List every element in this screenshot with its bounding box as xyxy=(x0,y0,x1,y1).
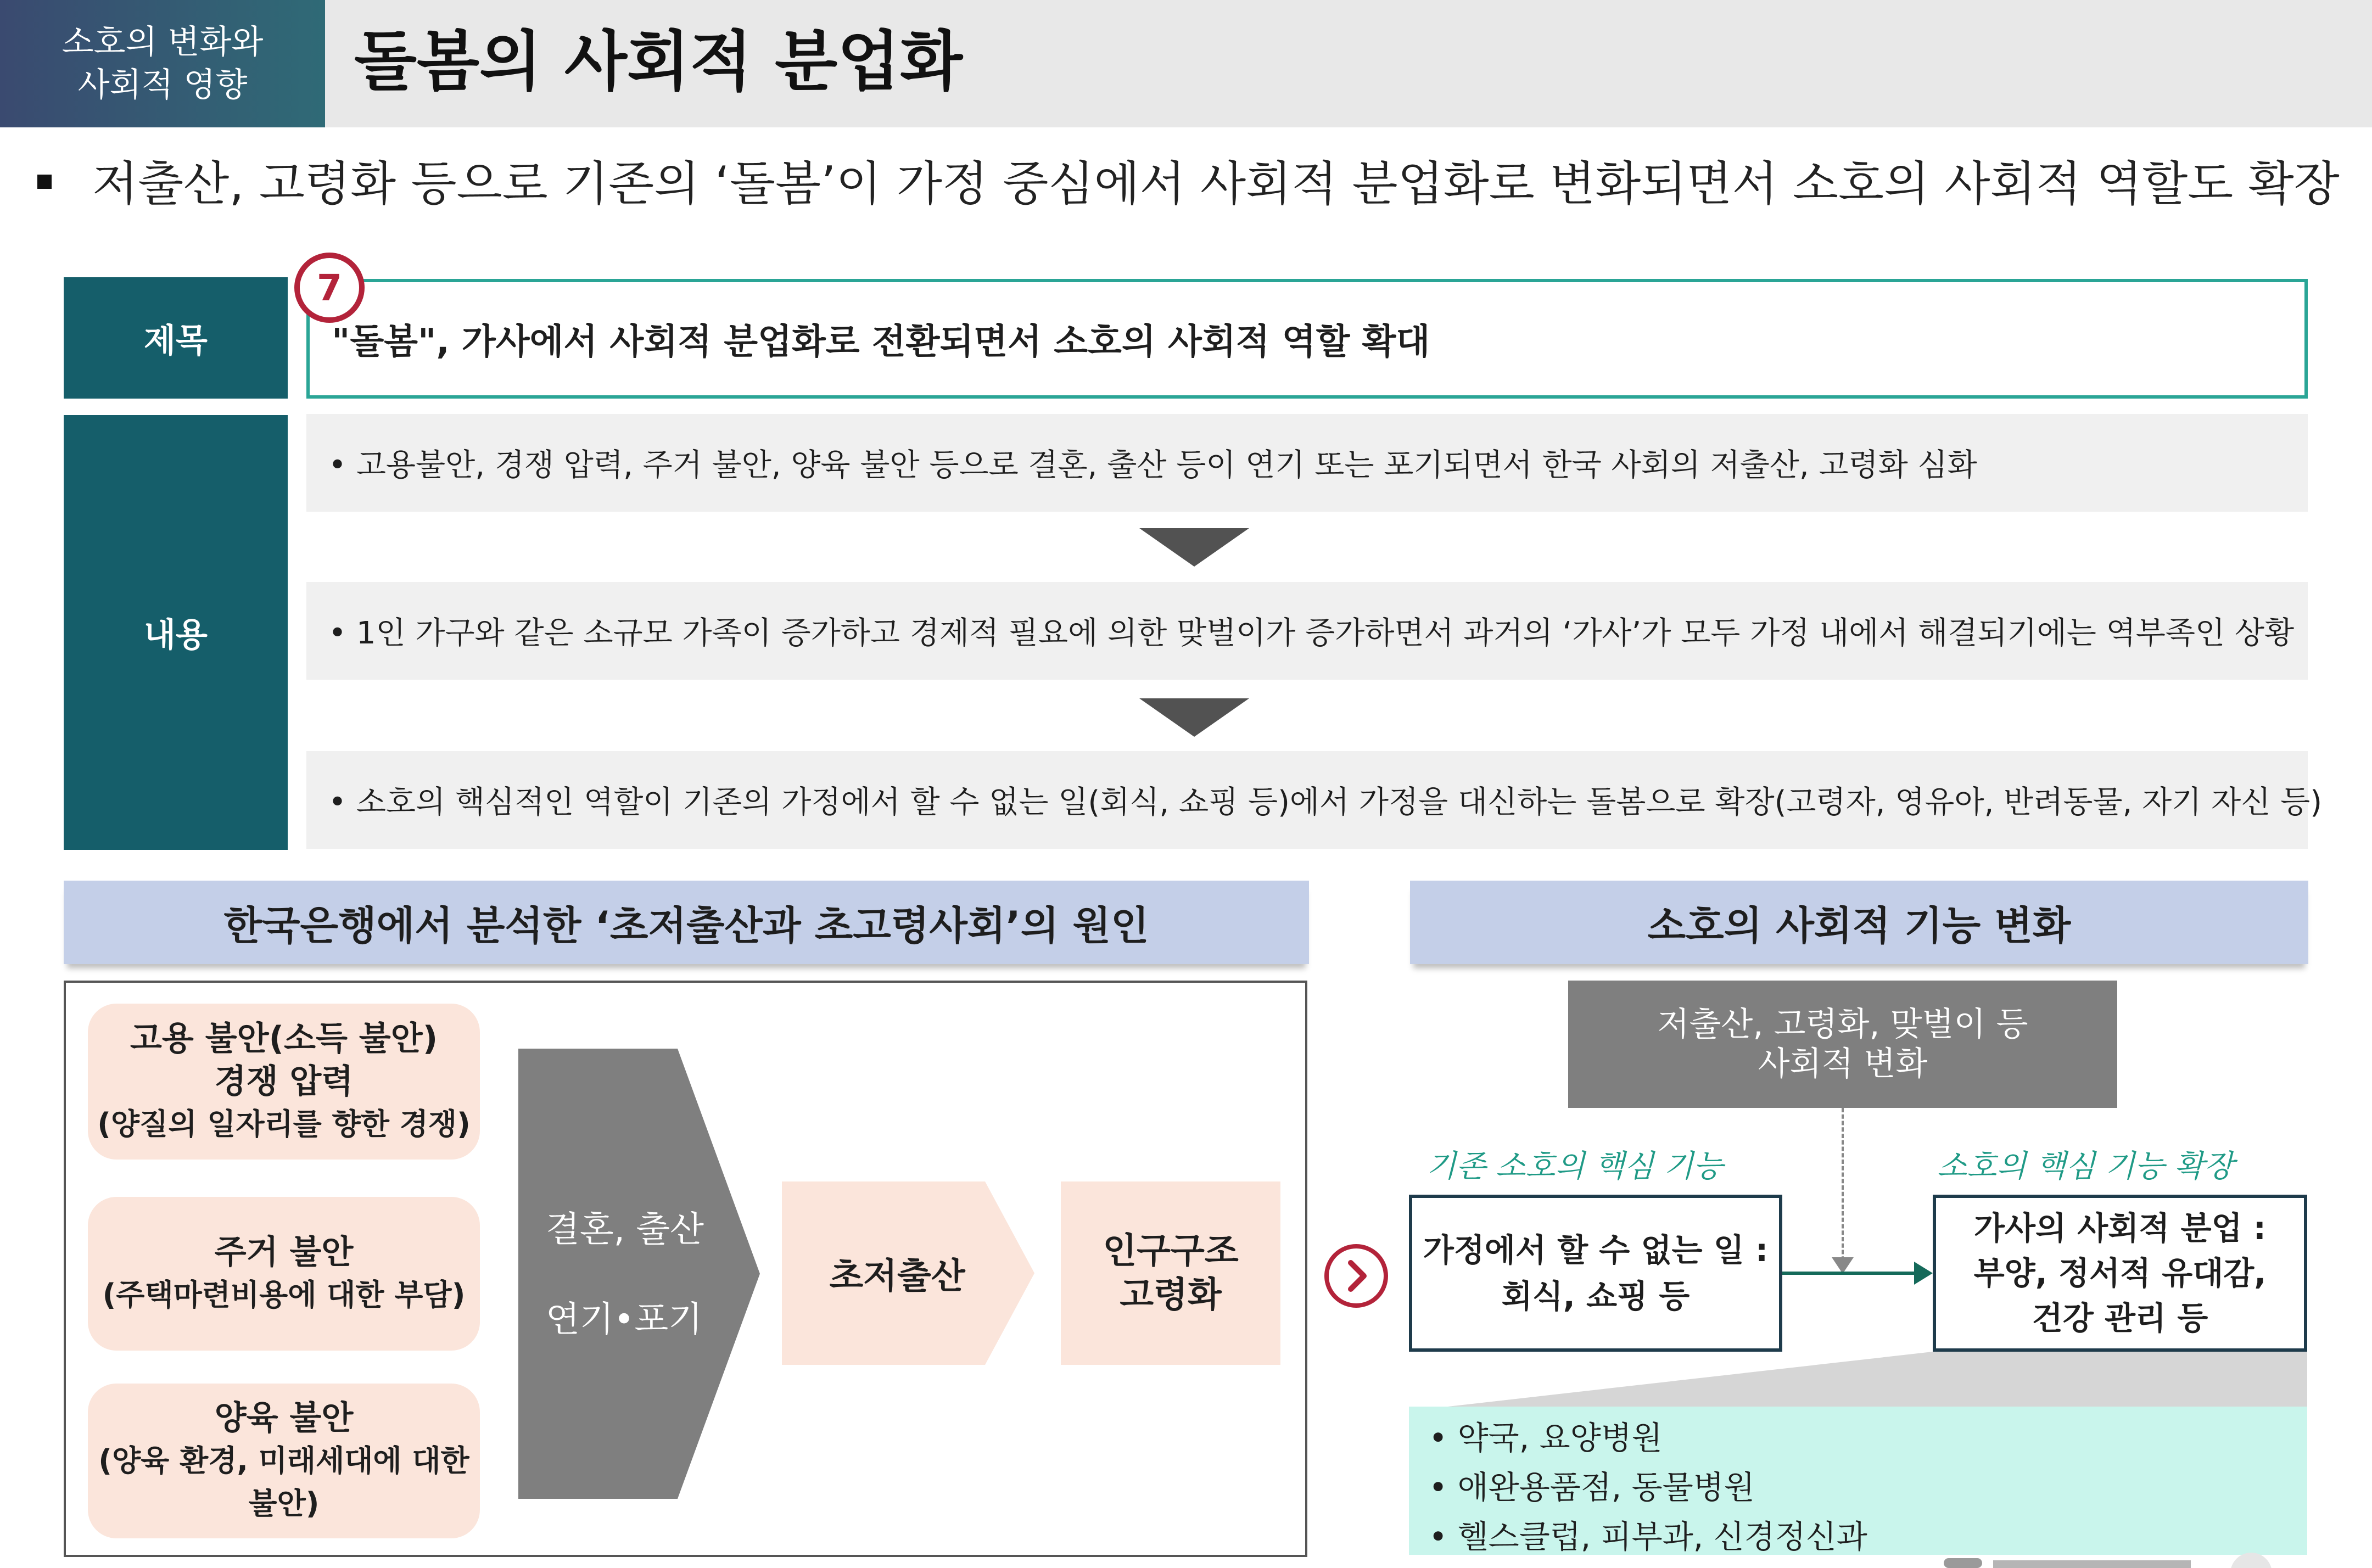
cause-line: (주택마련비용에 대한 부담) xyxy=(102,1278,466,1312)
functions-section-header: 소호의 사회적 기능 변화 xyxy=(1410,881,2308,964)
existing-line: 가정에서 할 수 없는 일 : xyxy=(1423,1231,1769,1269)
delay-text-line-2: 연기•포기 xyxy=(546,1300,703,1340)
cause-line: (양질의 일자리를 향한 경쟁) xyxy=(97,1107,471,1141)
cause-line: 경쟁 압력 xyxy=(214,1062,354,1101)
title-text: "돌봄", 가사에서 사회적 분업화로 전환되면서 소호의 사회적 역할 확대 xyxy=(332,322,1430,362)
summary-text: 저출산, 고령화 등으로 기존의 ‘돌봄’이 가정 중심에서 사회적 분업화로 변화되면서 소호의 사회적 역할도 확장 xyxy=(92,156,2340,211)
content-item-text: • 고용불안, 경쟁 압력, 주거 불안, 양육 불안 등으로 결혼, 출산 등이 연기 또는 포기되면서 한국 사회의 저출산, 고령화 심화 xyxy=(328,447,1977,483)
summary-bullet-icon xyxy=(37,175,52,189)
aging-box xyxy=(1061,1181,1280,1365)
number-badge-icon: 7 xyxy=(294,253,365,323)
delay-text-line-1: 결혼, 출산 xyxy=(546,1209,704,1250)
flow-connector xyxy=(1782,1272,1916,1275)
page-title: 돌봄의 사회적 분업화 xyxy=(354,24,963,99)
social-change-line: 사회적 변화 xyxy=(1758,1045,1928,1083)
aging-line: 고령화 xyxy=(1120,1275,1222,1315)
example-item: • 애완용품점, 동물병원 xyxy=(1429,1469,1755,1506)
chevron-right-circle-icon xyxy=(1324,1244,1388,1308)
content-item-text: • 1인 가구와 같은 소규모 가족이 증가하고 경제적 필요에 의한 맞벌이가 증가하면서 과거의 ‘가사’가 모두 가정 내에서 해결되기에는 역부족인 상황 xyxy=(328,615,2295,651)
cause-box-housing xyxy=(88,1197,480,1351)
cause-line: 주거 불안 xyxy=(214,1233,354,1272)
expanded-line: 가사의 사회적 분업 : xyxy=(1974,1209,2266,1247)
expanded-line: 건강 관리 등 xyxy=(2032,1300,2208,1337)
expanded-function-box xyxy=(1933,1195,2307,1352)
section-tag-line-1: 소호의 변화와 xyxy=(61,23,264,61)
cause-line: 불안) xyxy=(248,1486,320,1521)
content-label: 내용 xyxy=(64,415,288,850)
causes-section-header: 한국은행에서 분석한 ‘초저출산과 초고령사회’의 원인 xyxy=(64,881,1309,964)
cause-line: (양육 환경, 미래세대에 대한 xyxy=(98,1443,469,1478)
flow-arrow-icon xyxy=(1914,1262,1933,1285)
cause-box-employment xyxy=(88,1004,480,1160)
examples-box xyxy=(1409,1407,2307,1555)
title-box xyxy=(306,279,2308,399)
social-change-line: 저출산, 고령화, 맞벌이 등 xyxy=(1657,1005,2028,1044)
aging-line: 인구구조 xyxy=(1103,1231,1239,1272)
cause-line: 고용 불안(소득 불안) xyxy=(130,1020,438,1058)
delay-chevron-shape xyxy=(518,1049,760,1499)
expanded-line: 부양, 정서적 유대감, xyxy=(1973,1255,2267,1292)
social-change-box xyxy=(1568,981,2117,1108)
content-item xyxy=(306,582,2308,680)
section-tag-line-2: 사회적 영향 xyxy=(77,66,248,104)
content-item xyxy=(306,414,2308,512)
existing-function-label: 기존 소호의 핵심 기능 xyxy=(1426,1149,1724,1184)
cause-box-parenting xyxy=(88,1384,480,1538)
title-label: 제목 xyxy=(64,277,288,399)
example-item: • 헬스클럽, 피부과, 신경정신과 xyxy=(1429,1518,1867,1555)
cause-line: 양육 불안 xyxy=(214,1399,354,1437)
dashed-connector xyxy=(1842,1108,1844,1267)
callout-wedge xyxy=(1409,1352,2307,1411)
down-arrow-icon xyxy=(1139,698,1249,737)
low-birth-label: 초저출산 xyxy=(829,1256,965,1297)
example-item: • 약국, 요양병원 xyxy=(1429,1419,1663,1457)
expanded-function-label: 소호의 핵심 기능 확장 xyxy=(1937,1149,2234,1184)
down-arrow-icon xyxy=(1139,528,1249,567)
existing-function-box xyxy=(1409,1195,1782,1352)
content-item xyxy=(306,751,2323,849)
existing-line: 회식, 쇼핑 등 xyxy=(1501,1278,1690,1315)
content-item-text: • 소호의 핵심적인 역할이 기존의 가정에서 할 수 없는 일(회식, 쇼핑 등)에서 가정을 대신하는 돌봄으로 확장(고령자, 영유아, 반려동물, 자기 자신 등) xyxy=(328,785,2323,820)
footer-fragment xyxy=(1944,1552,2273,1568)
section-tag xyxy=(0,0,325,127)
